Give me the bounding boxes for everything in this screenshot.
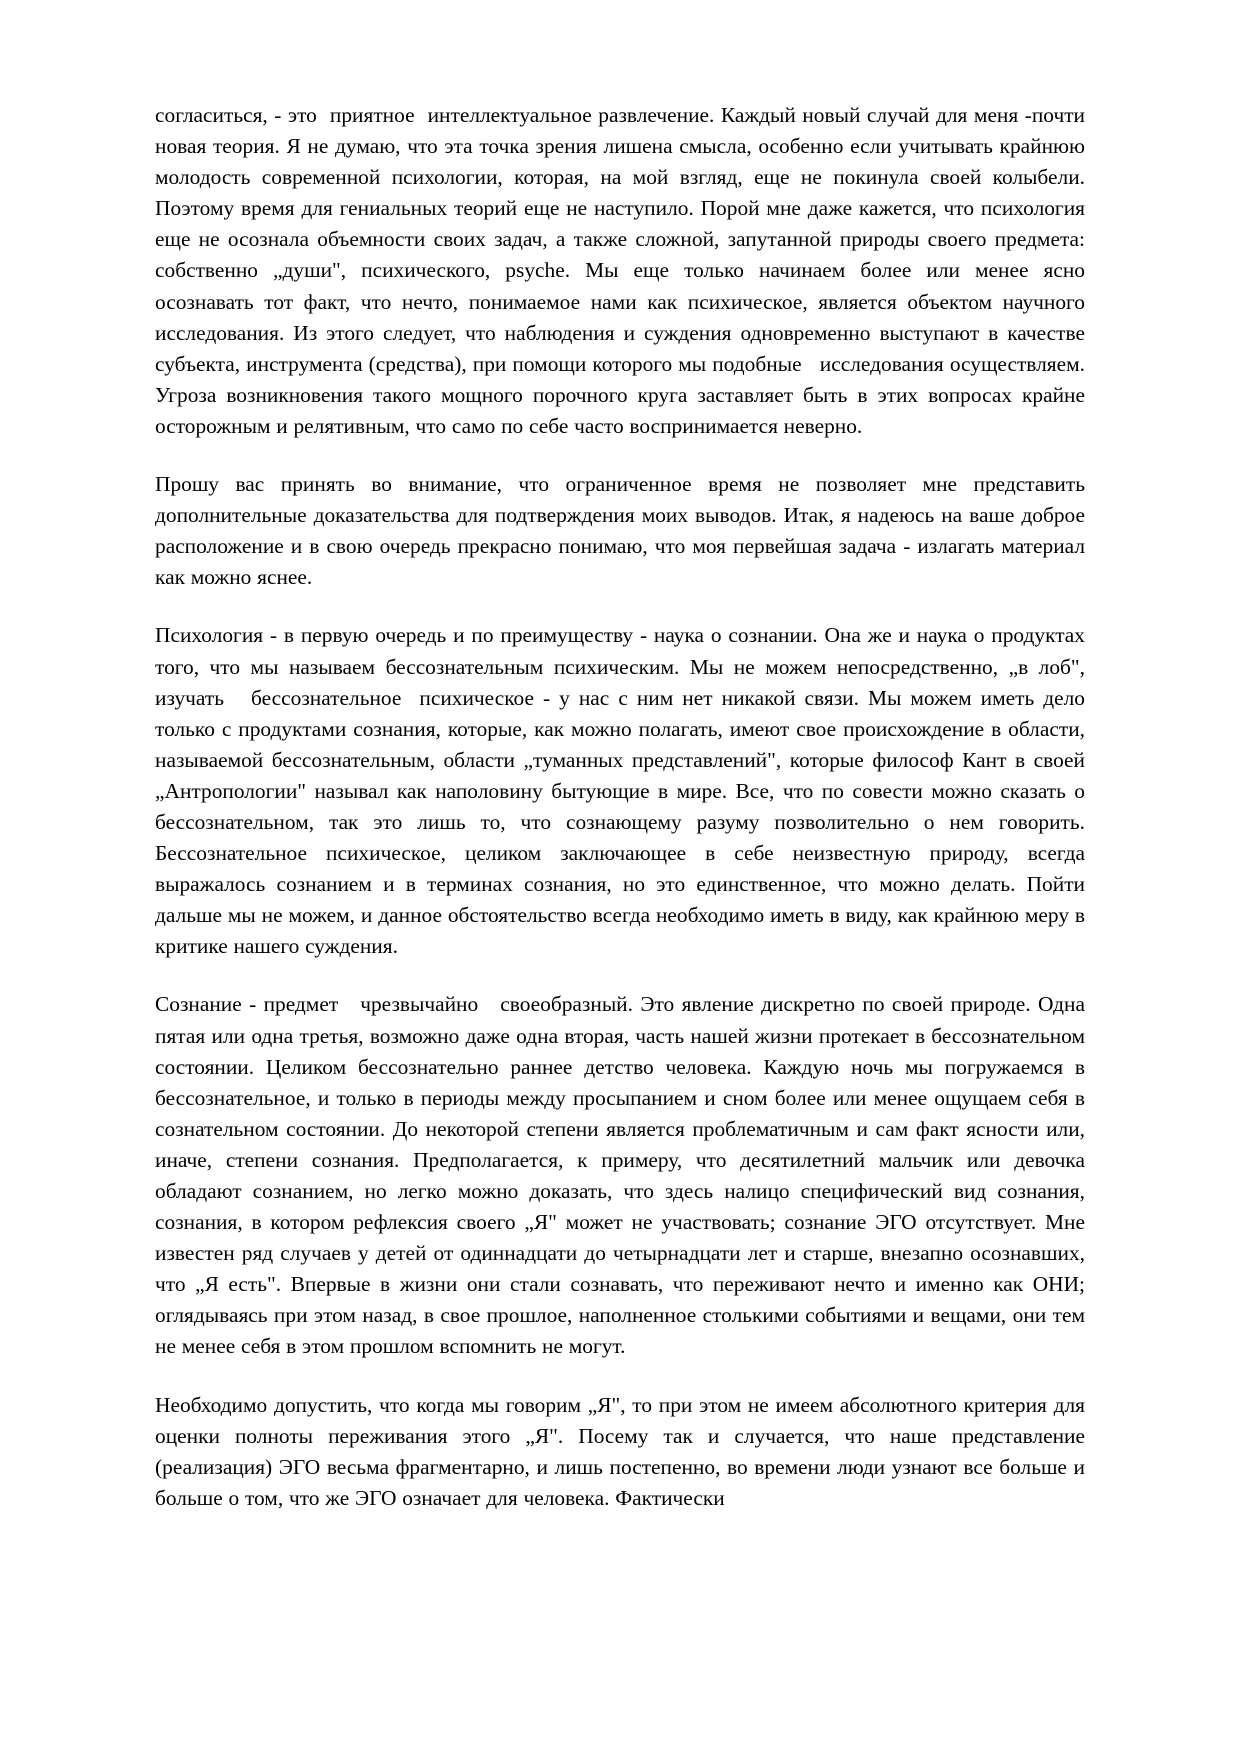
- paragraph-2: Прошу вас принять во внимание, что ограниченное время не позволяет мне представить дополнительные доказательства для подтверждения моих выводов. Итак, я надеюсь на ваше доброе расположение и в свою очередь прекрасно понимаю, что моя первейшая задача - излагать материал как можно яснее.: [155, 472, 1091, 590]
- paragraph-1: согласиться, - это приятное интеллектуальное развлечение. Каждый новый случай для меня -почти новая теория. Я не думаю, что эта точка зрения лишена смысла, особенно если учитывать крайнюю молодость современной психологии, которая, на мой взгляд, еще не покинула своей колыбели. Поэтому время для гениальных теорий еще не наступило. Порой мне даже кажется, что психология еще не осознала объемности своих задач, а также сложной, запутанной природы своего предмета: собственно „души", психического, psyche. Мы еще только начинаем более или менее ясно осознавать тот факт, что нечто, понимаемое нами как психическое, является объектом научного исследования. Из этого следует, что наблюдения и суждения одновременно выступают в качестве субъекта, инструмента (средства), при помощи которого мы подобные исследования осуществляем. Угроза возникновения такого мощного порочного круга заставляет быть в этих вопросах крайне осторожным и релятивным, что само по себе часто воспринимается неверно.: [155, 103, 1097, 438]
- paragraph-4: Сознание - предмет чрезвычайно своеобразный. Это явление дискретно по своей природе. Одна пятая или одна третья, возможно даже одна вторая, часть нашей жизни протекает в бессознательном состоянии. Целиком бессознательно раннее детство человека. Каждую ночь мы погружаемся в бессознательное, и только в периоды между просыпанием и сном более или менее ощущаем себя в сознательном состоянии. До некоторой степени является проблематичным и сам факт ясности или, иначе, степени сознания. Предполагается, к примеру, что десятилетний мальчик или девочка обладают сознанием, но легко можно доказать, что здесь налицо специфический вид сознания, сознания, в котором рефлексия своего „Я" может не участвовать; сознание ЭГО отсутствует. Мне известен ряд случаев у детей от одиннадцати до четырнадцати лет и старше, внезапно осознавших, что „Я есть". Впервые в жизни они стали сознавать, что переживают нечто и именно как ОНИ; оглядываясь при этом назад, в свое прошлое, наполненное столькими событиями и вещами, они тем не менее себя в этом прошлом вспомнить не могут.: [155, 992, 1091, 1359]
- body-text-column: [155, 100, 1103, 1514]
- paragraph-5: Необходимо допустить, что когда мы говорим „Я", то при этом не имеем абсолютного критерия для оценки полноты переживания этого „Я". Посему так и случается, что наше представление (реализация) ЭГО весьма фрагментарно, и лишь постепенно, во времени люди узнают все больше и больше о том, что же ЭГО означает для человека. Фактически: [155, 1392, 1091, 1510]
- paragraph-3: Психология - в первую очередь и по преимуществу - наука о сознании. Она же и наука о продуктах того, что мы называем бессознательным психическим. Мы не можем непосредственно, „в лоб", изучать бессознательное психическое - у нас с ним нет никакой связи. Мы можем иметь дело только с продуктами сознания, которые, как можно полагать, имеют свое происхождение в области, называемой бессознательным, области „туманных представлений", которые философ Кант в своей „Антропологии" называл как наполовину бытующие в мире. Все, что по совести можно сказать о бессознательном, так это лишь то, что сознающему разуму позволительно о нем говорить. Бессознательное психическое, целиком заключающее в себе неизвестную природу, всегда выражалось сознанием и в терминах сознания, но это единственное, что можно делать. Пойти дальше мы не можем, и данное обстоятельство всегда необходимо иметь в виду, как крайнюю меру в критике нашего суждения.: [155, 623, 1103, 959]
